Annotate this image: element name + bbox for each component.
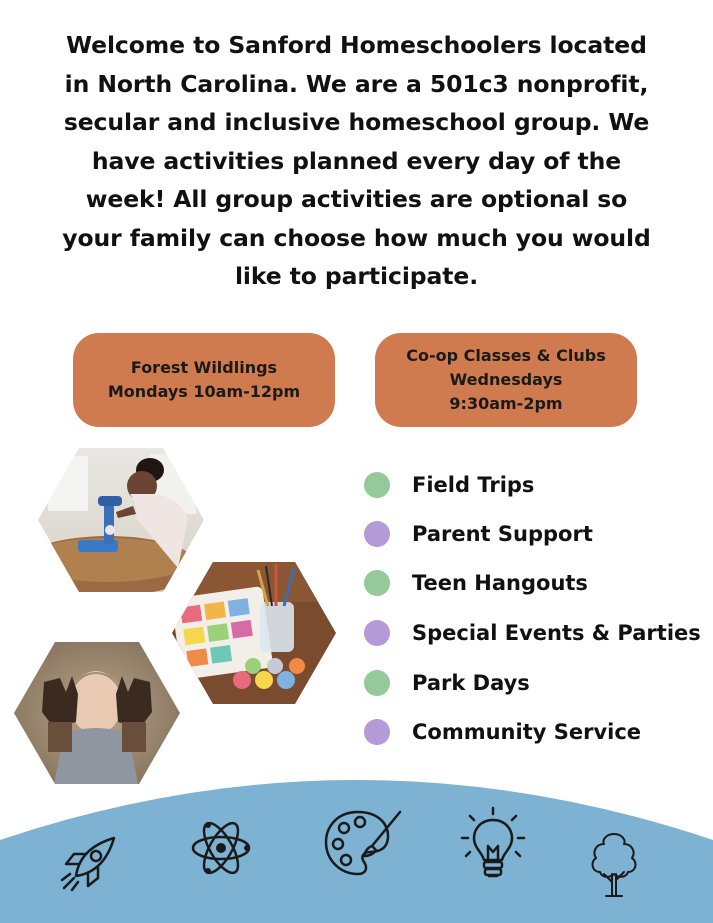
list-item — [364, 558, 701, 607]
badge-line: Wednesdays — [449, 370, 563, 389]
badge-line: 9:30am-2pm — [449, 394, 563, 413]
list-item — [364, 607, 701, 658]
intro-paragraph — [30, 26, 683, 296]
intro-line: Welcome to Sanford Homeschoolers located — [66, 31, 647, 59]
purple-dot-icon — [364, 521, 390, 547]
purple-dot-icon — [364, 719, 390, 745]
activities-list — [364, 460, 701, 756]
tree-icon — [588, 830, 640, 900]
intro-line: week! All group activities are optional so — [85, 185, 628, 213]
green-dot-icon — [364, 472, 390, 498]
intro-line: secular and inclusive homeschool group. We — [63, 108, 650, 136]
activity-label: Special Events & Parties — [412, 620, 701, 645]
rocket-icon — [56, 830, 122, 896]
activity-label: Parent Support — [412, 521, 593, 546]
list-item — [364, 658, 701, 707]
intro-line: your family can choose how much you would — [62, 223, 651, 252]
badge-line: Mondays 10am-12pm — [107, 382, 301, 401]
forest-wildlings-badge — [73, 333, 335, 427]
list-item — [364, 509, 701, 558]
list-item — [364, 707, 701, 756]
atom-icon — [188, 815, 254, 881]
intro-line: have activities planned every day of the — [91, 146, 622, 175]
green-dot-icon — [364, 670, 390, 696]
intro-line: in North Carolina. We are a 501c3 nonprofit, — [64, 69, 649, 98]
paint-palette-icon — [322, 806, 404, 880]
activity-label: Community Service — [412, 719, 642, 744]
green-dot-icon — [364, 570, 390, 596]
paint-palette-and-brushes-photo — [172, 562, 336, 704]
coop-classes-badge — [375, 333, 637, 427]
activity-label: Park Days — [412, 670, 530, 695]
list-item — [364, 460, 701, 509]
lightbulb-icon — [460, 806, 526, 886]
badge-line: Forest Wildlings — [130, 358, 278, 377]
intro-line: like to participate. — [234, 262, 479, 290]
activity-label: Teen Hangouts — [412, 570, 588, 595]
activity-label: Field Trips — [412, 472, 535, 497]
badge-line: Co-op Classes & Clubs — [406, 346, 606, 365]
purple-dot-icon — [364, 620, 390, 646]
